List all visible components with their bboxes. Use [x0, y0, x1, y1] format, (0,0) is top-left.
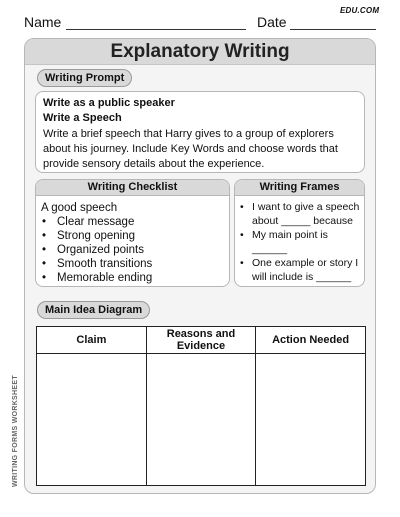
side-label: WRITING FORMS WORKSHEET [12, 375, 19, 487]
name-label: Name [24, 14, 62, 30]
reasons-cell[interactable] [146, 353, 255, 485]
main-idea-diagram-label: Main Idea Diagram [37, 301, 150, 319]
diagram-table [37, 327, 365, 485]
brand-logo: EDU.COM [340, 6, 380, 15]
table-row [37, 353, 365, 485]
checklist-title: Writing Checklist [36, 180, 229, 196]
main-idea-diagram [36, 326, 366, 486]
list-item: • Smooth transitions [41, 257, 229, 271]
list-item: • Organized points [41, 243, 229, 257]
checklist-items [36, 215, 229, 285]
prompt-box [35, 91, 365, 173]
prompt-role: Write as a public speaker [43, 97, 175, 109]
list-item: • I want to give a speech about _____ because [239, 200, 361, 228]
title-bar [25, 39, 375, 65]
claim-cell[interactable] [37, 353, 146, 485]
prompt-text: Write a brief speech that Harry gives to a group of explorers about his journey. Include Key Words and choose words that provide sensory details about the experience. [43, 128, 338, 170]
worksheet [24, 38, 376, 494]
list-item: • Clear message [41, 215, 229, 229]
list-item: • My main point is ______ [239, 228, 361, 256]
prompt-task: Write a Speech [43, 112, 122, 124]
checklist-intro: A good speech [41, 202, 118, 214]
writing-prompt-label: Writing Prompt [37, 69, 132, 87]
writing-checklist-panel [35, 179, 230, 287]
writing-frames-panel [234, 179, 365, 287]
date-label: Date [257, 14, 287, 30]
list-item: • Memorable ending [41, 271, 229, 285]
frames-items [235, 196, 364, 284]
list-item: • One example or story I will include is ______ [239, 256, 361, 284]
action-header: Action Needed [256, 327, 365, 353]
date-line[interactable] [290, 29, 376, 30]
list-item: • Strong opening [41, 229, 229, 243]
name-line[interactable] [66, 29, 246, 30]
page-title: Explanatory Writing [110, 41, 290, 62]
action-cell[interactable] [256, 353, 365, 485]
frames-title: Writing Frames [235, 180, 364, 196]
reasons-header: Reasons and Evidence [146, 327, 255, 353]
name-date-row [0, 0, 400, 34]
claim-header: Claim [37, 327, 146, 353]
